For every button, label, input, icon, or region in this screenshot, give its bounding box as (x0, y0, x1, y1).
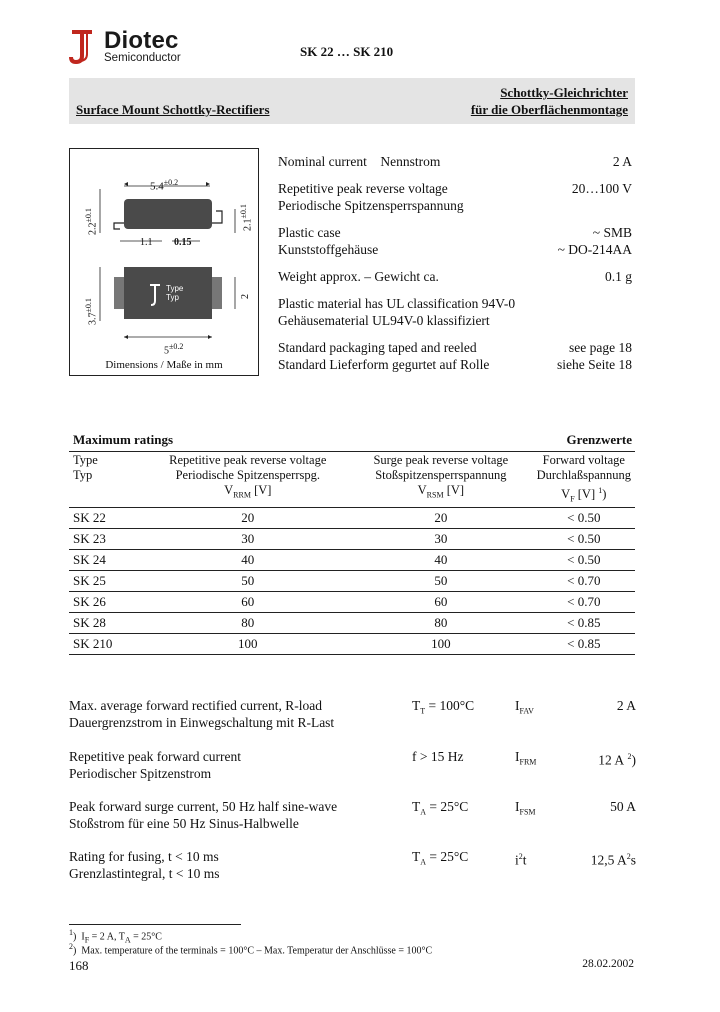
param-ifav-sym: I (515, 698, 520, 713)
param-ifsm-en: Peak forward surge current, 50 Hz half sine-wave (69, 799, 338, 814)
max-ratings-title-de: Grenzwerte (566, 432, 632, 447)
param-ifrm-sym: I (515, 749, 520, 764)
dim-total-tol: ±0.2 (169, 342, 184, 351)
spec-pack-en: Standard packaging taped and reeled (278, 340, 477, 355)
dim-height: 2.2 (87, 222, 99, 235)
param-i2t-value-sup: 2 (626, 852, 631, 861)
col-vrrm-1: Repetitive peak reverse voltage (169, 453, 327, 467)
table-row (69, 591, 635, 612)
cell-vrsm: 60 (349, 591, 532, 612)
dim-lead-tol: ±0.1 (239, 204, 248, 219)
table-row (69, 528, 635, 549)
spec-vrrm-en: Repetitive peak reverse voltage (278, 181, 448, 196)
param-ifsm-sym-sub: FSM (519, 807, 536, 817)
cell-type: SK 25 (69, 570, 146, 591)
param-i2t-sym-sup: 2 (518, 852, 523, 861)
spec-pack-de: Standard Lieferform gegurtet auf Rolle (278, 357, 490, 372)
spec-vrrm-value: 20…100 V (571, 181, 632, 196)
footnote-2: $^2$) Max. temperature of the terminals = 100°C – Max. Temperatur der Anschlüsse = 100°C (69, 942, 433, 957)
col-vrsm-unit: [V] (443, 483, 465, 497)
cell-vf: < 0.50 (533, 507, 635, 528)
col-vf-sym: V (561, 487, 571, 502)
spec-vrrm-de: Periodische Spitzensperrspannung (278, 198, 464, 213)
cell-type: SK 22 (69, 507, 146, 528)
dim-height-tol: ±0.1 (84, 208, 93, 223)
spec-case-value: ~ SMB (592, 225, 632, 240)
dim-pad: 2 (240, 294, 251, 299)
col-vrrm-sym: V (224, 483, 234, 497)
spec-case-de: Kunststoffgehäuse (278, 242, 379, 257)
type-label-2: Typ (166, 293, 179, 302)
spec-nominal-de: Nennstrom (380, 154, 441, 169)
cell-vrsm: 40 (349, 549, 532, 570)
spec-case-value2: ~ DO-214AA (557, 242, 632, 257)
footnote-2-mark: 2 (69, 942, 73, 951)
col-vf-1: Forward voltage (542, 453, 625, 467)
ratings-top-rule (69, 451, 635, 452)
col-vrrm-unit: [V] (250, 483, 272, 497)
param-ifrm-cond: f > 15 Hz (412, 749, 464, 764)
param-ifrm-en: Repetitive peak forward current (69, 749, 242, 764)
footnote-1-c: = 25°C (130, 931, 162, 943)
cell-vrrm: 30 (146, 528, 349, 549)
dim-lead: 2.1 (242, 218, 254, 231)
param-ifav-cond: T (412, 698, 421, 713)
cell-type: SK 26 (69, 591, 146, 612)
param-i2t-sym-b: t (522, 852, 527, 868)
param-i2t-sym: i (515, 852, 519, 868)
title-de-1: Schottky-Gleichrichter (500, 85, 628, 100)
spec-ul-en: Plastic material has UL classification 94V-0 (278, 296, 516, 311)
col-vf-unit: [V] (574, 487, 599, 502)
col-type-2: Typ (73, 468, 93, 482)
table-row (69, 570, 635, 591)
series-title: SK 22 … SK 210 (300, 44, 394, 59)
title-banner (69, 78, 635, 124)
param-i2t-cond-sub: A (420, 857, 427, 867)
param-i2t-value-b: s (630, 852, 636, 868)
dim-body-height: 3.7 (87, 312, 99, 325)
type-label-1: Type (166, 284, 184, 293)
col-vrsm-sub: RSM (426, 490, 444, 500)
col-vrrm-sub: RRM (233, 490, 251, 500)
param-ifrm-de: Periodischer Spitzenstrom (69, 766, 212, 781)
spec-ul-de: Gehäusematerial UL94V-0 klassifiziert (278, 313, 490, 328)
col-vrsm-2: Stoßspitzensperrspannung (375, 468, 507, 482)
cell-type: SK 23 (69, 528, 146, 549)
title-en: Surface Mount Schottky-Rectifiers (76, 102, 270, 117)
param-ifsm-value: 50 A (610, 799, 636, 814)
col-vf-2: Durchlaßspannung (536, 468, 631, 482)
col-vf-note: 1 (598, 486, 603, 495)
cell-vrrm: 40 (146, 549, 349, 570)
param-ifav-de: Dauergrenzstrom in Einwegschaltung mit R-Last (69, 715, 335, 730)
param-ifsm-sym: I (515, 799, 520, 814)
footnote-1-mark: 1 (69, 928, 73, 937)
cell-vrrm: 60 (146, 591, 349, 612)
cell-vrsm: 80 (349, 612, 532, 633)
cell-vrrm: 20 (146, 507, 349, 528)
param-ifav-en: Max. average forward rectified current, R-load (69, 698, 322, 713)
max-ratings-table (69, 453, 635, 655)
table-row (69, 549, 635, 570)
footnote-1: $^1$) $I_F = 2$ A, $T_A = 25^\circ C$ (69, 928, 162, 945)
param-ifsm-de: Stoßstrom für eine 50 Hz Sinus-Halbwelle (69, 816, 299, 831)
footnote-rule (69, 924, 241, 925)
param-ifav-sym-sub: FAV (519, 706, 534, 716)
page-number: 168 (69, 958, 89, 973)
spec-nominal-value: 2 A (612, 154, 632, 169)
param-i2t-en: Rating for fusing, t < 10 ms (69, 849, 219, 864)
dim-body-height-tol: ±0.1 (84, 298, 93, 313)
table-row (69, 633, 635, 654)
cell-vf: < 0.70 (533, 570, 635, 591)
cell-vrsm: 100 (349, 633, 532, 654)
cell-vf: < 0.50 (533, 549, 635, 570)
param-ifsm-cond: T (412, 799, 421, 814)
param-ifrm-sym-sub: FRM (519, 757, 537, 767)
footnote-1-i: I (81, 931, 85, 943)
cell-vrrm: 100 (146, 633, 349, 654)
param-ifsm-cond-sub: A (420, 807, 427, 817)
spec-pack-value2: siehe Seite 18 (557, 357, 632, 372)
param-i2t-de: Grenzlastintegral, t < 10 ms (69, 866, 220, 881)
param-ifav-cond-b: = 100°C (425, 698, 475, 713)
cell-vf: < 0.85 (533, 612, 635, 633)
param-ifav-cond-sub: T (420, 706, 426, 716)
cell-type: SK 24 (69, 549, 146, 570)
table-row (69, 612, 635, 633)
cell-vf: < 0.50 (533, 528, 635, 549)
document-date: 28.02.2002 (582, 958, 634, 970)
col-vrsm-1: Surge peak reverse voltage (373, 453, 509, 467)
dim-width-tol: ±0.2 (163, 178, 179, 187)
cell-type: SK 210 (69, 633, 146, 654)
spec-case-en: Plastic case (278, 225, 341, 240)
col-vf-sub: F (570, 494, 575, 504)
spec-pack-value: see page 18 (569, 340, 632, 355)
package-drawing (69, 148, 259, 376)
drawing-caption: Dimensions / Maße in mm (105, 359, 223, 371)
title-de-2: für die Oberflächenmontage (470, 102, 628, 117)
spec-nominal-en: Nominal current (278, 154, 367, 169)
param-ifrm-value: 12 A (598, 752, 625, 768)
cell-vrsm: 20 (349, 507, 532, 528)
cell-vrrm: 80 (146, 612, 349, 633)
cell-vrsm: 50 (349, 570, 532, 591)
brand-subtitle: Semiconductor (104, 52, 181, 64)
col-vrrm-2: Periodische Spitzensperrspg. (175, 468, 320, 482)
cell-type: SK 28 (69, 612, 146, 633)
cell-vf: < 0.85 (533, 633, 635, 654)
spec-weight-value: 0.1 g (605, 269, 632, 284)
param-ifav-value: 2 A (616, 698, 636, 713)
max-ratings-title: Maximum ratings (73, 432, 174, 447)
param-ifrm-note: 2 (627, 752, 632, 761)
param-i2t-cond: T (412, 849, 421, 864)
col-type-1: Type (73, 453, 98, 467)
table-row (69, 507, 635, 528)
param-i2t-cond-b: = 25°C (426, 849, 469, 864)
dim-width: 5.4 (150, 180, 164, 193)
param-i2t-value: 12,5 A (590, 852, 627, 868)
footnote-1-b: = 2 A, T (89, 931, 125, 943)
cell-vrsm: 30 (349, 528, 532, 549)
footnote-2-text: Max. temperature of the terminals = 100°C – Max. Temperatur der Anschlüsse = 100°C (81, 945, 433, 957)
dim-foot: 1.1 (140, 237, 153, 248)
cell-vrrm: 50 (146, 570, 349, 591)
dim-thickness: 0.15 (174, 237, 192, 248)
footnote-1-sub2: A (124, 935, 131, 945)
dim-total: 5 (164, 345, 169, 357)
param-ifsm-cond-b: = 25°C (426, 799, 469, 814)
cell-vf: < 0.70 (533, 591, 635, 612)
table-header: Type Typ Repetitive peak reverse voltage Periodische Spitzensperrspg. $V_{RRM}$ [V] Surge peak reverse voltage Stoßspitzensperrspannung $V_{RSM}$ [V] Forward voltage Durchlaßspannung $V_F$ [V] $^1$) (73, 453, 631, 504)
col-vrsm-sym: V (417, 483, 427, 497)
footnote-1-sub: F (84, 935, 90, 945)
diotec-logo-icon (68, 30, 96, 64)
brand-name: Diotec (104, 27, 179, 54)
spec-weight: Weight approx. – Gewicht ca. (278, 269, 439, 284)
